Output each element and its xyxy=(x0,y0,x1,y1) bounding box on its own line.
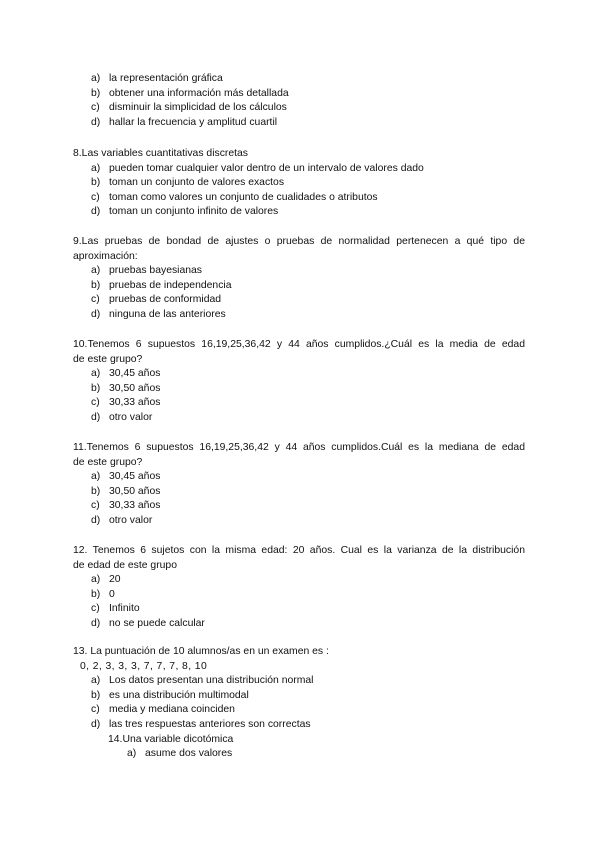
option-letter: b) xyxy=(91,382,101,394)
question-10 xyxy=(0,338,600,426)
question-7-options xyxy=(0,72,600,130)
option-letter: b) xyxy=(91,485,101,497)
option-12a xyxy=(0,573,600,588)
option-letter: a) xyxy=(91,675,101,687)
option-text: asume dos valores xyxy=(145,748,233,760)
option-text: hallar la frecuencia y amplitud cuartil xyxy=(109,116,278,128)
option-text: pruebas de conformidad xyxy=(109,294,222,306)
option-letter: a) xyxy=(127,748,137,760)
option-11d xyxy=(0,514,600,529)
question-8 xyxy=(0,147,600,220)
option-letter: a) xyxy=(91,368,101,380)
question-line: 13. La puntuación de 10 alumnos/as en un examen es : xyxy=(73,646,329,657)
option-text: 20 xyxy=(109,574,121,586)
question-line: 12. Tenemos 6 sujetos con la misma edad: 20 años. Cual es la varianza de la distribución xyxy=(73,545,525,556)
option-text: las tres respuestas anteriores son correctas xyxy=(109,718,311,730)
option-text: pruebas bayesianas xyxy=(109,265,203,277)
question-line: de este grupo? xyxy=(73,456,143,468)
option-text: la representación gráfica xyxy=(109,73,223,84)
option-14a xyxy=(0,747,600,762)
option-letter: c) xyxy=(91,191,100,203)
question-text xyxy=(0,645,525,660)
option-text: media y mediana coinciden xyxy=(109,704,235,716)
question-line: de edad de este grupo xyxy=(73,559,177,571)
option-text: Los datos presentan una distribución normal xyxy=(109,675,314,687)
question-line: aproximación: xyxy=(73,250,138,262)
option-7b xyxy=(0,87,600,102)
option-12b xyxy=(0,588,600,603)
option-text: ninguna de las anteriores xyxy=(109,308,226,320)
option-11a xyxy=(0,470,600,485)
option-letter: b) xyxy=(91,279,101,291)
option-13c xyxy=(0,703,600,718)
option-letter: d) xyxy=(91,206,101,218)
option-letter: a) xyxy=(91,574,101,586)
score-data-line: 0, 2, 3, 3, 3, 7, 7, 7, 8, 10 xyxy=(80,660,208,672)
option-8b xyxy=(0,176,600,191)
question-line: 8.Las variables cuantitativas discretas xyxy=(73,148,248,159)
option-letter: d) xyxy=(91,411,101,423)
question-text xyxy=(0,235,525,264)
option-text: 30,33 años xyxy=(109,397,161,409)
option-letter: d) xyxy=(91,718,101,730)
option-8d xyxy=(0,205,600,220)
option-10b xyxy=(0,382,600,397)
option-letter: b) xyxy=(91,588,101,600)
option-text: 30,50 años xyxy=(109,485,161,497)
option-text: 30,33 años xyxy=(109,500,161,512)
question-line: de este grupo? xyxy=(73,353,143,365)
option-letter: a) xyxy=(91,265,101,277)
option-text: Infinito xyxy=(109,603,140,615)
option-10c xyxy=(0,396,600,411)
option-text: toman un conjunto de valores exactos xyxy=(109,177,285,189)
question-line: 10.Tenemos 6 supuestos 16,19,25,36,42 y 44 años cumplidos.¿Cuál es la media de edad xyxy=(73,339,525,350)
option-letter: a) xyxy=(91,471,101,483)
option-text: no se puede calcular xyxy=(109,617,205,629)
option-letter: b) xyxy=(91,87,101,99)
option-letter: b) xyxy=(91,177,101,189)
option-10a xyxy=(0,367,600,382)
question-14-line: 14.Una variable dicotómica xyxy=(108,733,234,745)
option-10d xyxy=(0,411,600,426)
option-text: 30,45 años xyxy=(109,368,161,380)
option-8a xyxy=(0,162,600,177)
option-letter: d) xyxy=(91,308,101,320)
option-letter: a) xyxy=(91,73,101,84)
option-13b xyxy=(0,689,600,704)
option-letter: d) xyxy=(91,617,101,629)
question-text xyxy=(0,544,525,573)
option-letter: a) xyxy=(91,162,101,174)
option-letter: c) xyxy=(91,294,100,306)
option-text: 0 xyxy=(109,588,115,600)
option-text: obtener una información más detallada xyxy=(109,87,289,99)
option-9b xyxy=(0,279,600,294)
question-text xyxy=(0,338,525,367)
option-13a xyxy=(0,674,600,689)
option-text: 30,45 años xyxy=(109,471,161,483)
question-9 xyxy=(0,235,600,323)
option-8c xyxy=(0,191,600,206)
option-letter: c) xyxy=(91,500,100,512)
option-letter: d) xyxy=(91,514,101,526)
question-12 xyxy=(0,544,600,632)
option-text: pueden tomar cualquier valor dentro de un intervalo de valores dado xyxy=(109,162,424,174)
question-text xyxy=(0,441,525,470)
question-11 xyxy=(0,441,600,529)
option-11b xyxy=(0,485,600,500)
option-text: disminuir la simplicidad de los cálculos xyxy=(109,102,287,114)
option-12c xyxy=(0,602,600,617)
option-7a xyxy=(0,72,600,87)
question-13 xyxy=(0,645,600,762)
option-text: toman un conjunto infinito de valores xyxy=(109,206,279,218)
option-7c xyxy=(0,101,600,116)
option-11c xyxy=(0,499,600,514)
question-line: 9.Las pruebas de bondad de ajustes o pruebas de normalidad pertenecen a qué tipo de xyxy=(73,236,525,247)
option-9c xyxy=(0,293,600,308)
option-letter: c) xyxy=(91,102,100,114)
option-letter: c) xyxy=(91,397,100,409)
option-text: es una distribución multimodal xyxy=(109,689,249,701)
question-line: 11.Tenemos 6 supuestos 16,19,25,36,42 y 44 años cumplidos.Cuál es la mediana de edad xyxy=(73,442,525,453)
option-7d xyxy=(0,116,600,131)
option-letter: c) xyxy=(91,603,100,615)
option-text: pruebas de independencia xyxy=(109,279,232,291)
option-9d xyxy=(0,308,600,323)
option-13d xyxy=(0,718,600,733)
question-text xyxy=(0,147,525,162)
option-letter: b) xyxy=(91,689,101,701)
option-text: otro valor xyxy=(109,514,153,526)
option-9a xyxy=(0,264,600,279)
option-letter: c) xyxy=(91,704,100,716)
option-text: otro valor xyxy=(109,411,153,423)
option-letter: d) xyxy=(91,116,101,128)
option-text: toman como valores un conjunto de cualidades o atributos xyxy=(109,191,378,203)
option-text: 30,50 años xyxy=(109,382,161,394)
option-12d xyxy=(0,617,600,632)
